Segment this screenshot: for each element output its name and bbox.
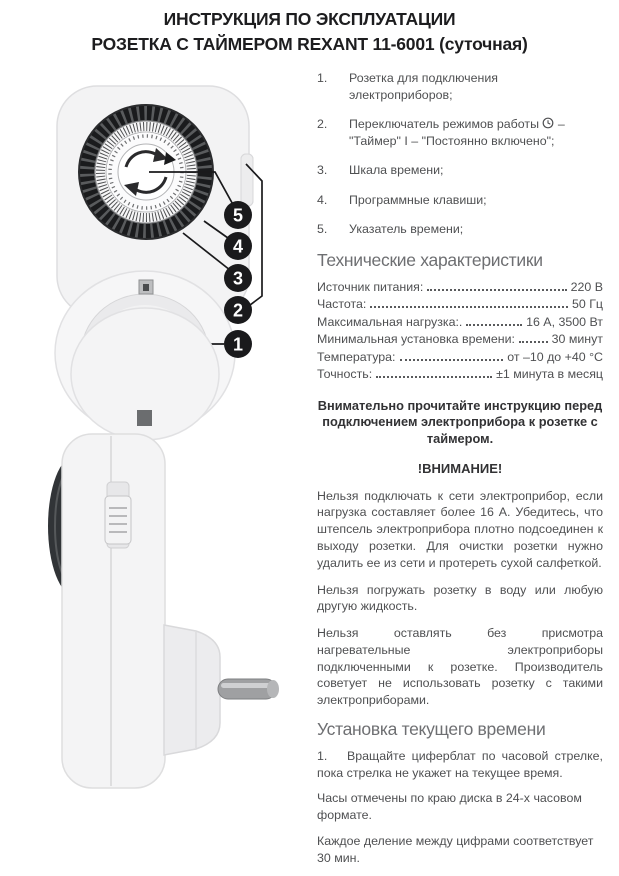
spec-label: Источник питания:: [317, 279, 424, 294]
time-setup-heading: Установка текущего времени: [317, 719, 546, 740]
spec-row-min-time: [317, 331, 603, 349]
item-number: 5.: [317, 221, 328, 236]
parts-list-item-5: [317, 221, 603, 238]
item-number: 2.: [317, 117, 328, 132]
dotted-leader: [519, 341, 548, 343]
content-column: [317, 66, 603, 876]
item-text: [349, 116, 603, 150]
spec-value: 30 минут: [551, 332, 603, 347]
spec-row-power: [317, 279, 603, 297]
setup-note-2: Каждое деление между цифрами соответствует 30 мин.: [317, 833, 594, 865]
spec-row-frequency: [317, 296, 603, 314]
item-text-after: – "Таймер" I – "Постоянно включено";: [349, 117, 565, 149]
warning-paragraph-1: Нельзя подключать к сети электроприбор, если нагрузка составляет более 16 А. Убедитесь, что штепсель электроприбора плотно подсоединен к выходу розетки. Для очистки розетки нужно удалить ее из сети и протереть сухой салфеткой.: [317, 488, 603, 570]
tech-specs-table: [317, 279, 603, 384]
spec-label: Минимальная установка времени:: [317, 332, 515, 347]
spec-value: 220 В: [570, 279, 603, 294]
item-text: Шкала времени;: [349, 163, 444, 178]
spec-value: ±1 минута в месяц: [496, 367, 603, 382]
parts-list-item-3: [317, 162, 603, 179]
spec-row-max-load: [317, 314, 603, 332]
step-number: 1.: [317, 748, 328, 763]
parts-list-item-2: [317, 116, 603, 150]
parts-list-item-1: [317, 70, 603, 104]
callout-5-label: 5: [232, 205, 244, 226]
warning-paragraph-3: Нельзя оставлять без присмотра нагревательные электроприборы подключенными к розетке. Производитель советует не использовать розетку с такими электроприборами.: [317, 626, 603, 708]
warning-paragraph-2: Нельзя погружать розетку в воду или любую другую жидкость.: [317, 582, 603, 614]
step-text: Вращайте циферблат по часовой стрелке, пока стрелка не укажет на текущее время.: [317, 748, 603, 780]
dotted-leader: [376, 376, 492, 378]
spec-row-accuracy: [317, 366, 603, 384]
item-number: 3.: [317, 163, 328, 178]
ground-clip-side: [137, 410, 152, 426]
spec-value: 16 А, 3500 Вт: [526, 314, 603, 329]
item-text: Розетка для подключения электроприборов;: [349, 71, 498, 103]
spec-label: Частота:: [317, 297, 367, 312]
dotted-leader: [427, 289, 566, 291]
callout-badges: [224, 201, 252, 358]
page-title-line2: РОЗЕТКА С ТАЙМЕРОМ REXANT 11-6001 (суточная): [91, 33, 528, 54]
clock-icon: [542, 117, 554, 129]
spec-label: Максимальная нагрузка:.: [317, 314, 463, 329]
spec-label: Температура:: [317, 349, 396, 364]
callout-2-label: 2: [232, 300, 244, 321]
item-text-before: Переключатель режимов работы: [349, 117, 539, 132]
tech-specs-heading: Технические характеристики: [317, 249, 543, 270]
mode-switch-knob: [105, 496, 131, 544]
setup-note-1: Часы отмечены по краю диска в 24-х часовом формате.: [317, 790, 582, 822]
parts-list-item-4: [317, 192, 603, 209]
spec-row-temperature: [317, 349, 603, 367]
item-text: Указатель времени;: [349, 221, 464, 236]
side-view-drawing: [15, 420, 295, 792]
dotted-leader: [400, 359, 504, 361]
item-text: Программные клавиши;: [349, 192, 487, 207]
attention-heading: !ВНИМАНИЕ!: [417, 460, 503, 476]
read-instructions-notice: Внимательно прочитайте инструкцию перед подключением электроприбора к розетке с таймером.: [317, 397, 603, 446]
dotted-leader: [466, 324, 522, 326]
callout-4-label: 4: [232, 236, 244, 257]
spec-label: Точность:: [317, 367, 373, 382]
setup-step-1: [317, 748, 603, 782]
spec-value: от –10 до +40 °С: [507, 349, 603, 364]
side-view-photo: [15, 420, 295, 792]
callout-1-label: 1: [232, 334, 244, 355]
callout-3-label: 3: [232, 268, 244, 289]
plug-body: [164, 625, 220, 755]
item-number: 4.: [317, 192, 328, 207]
page-title-line1: ИНСТРУКЦИЯ ПО ЭКСПЛУАТАЦИИ: [163, 9, 456, 29]
page-title: [0, 7, 619, 57]
dotted-leader: [370, 306, 568, 308]
parts-list: [317, 70, 603, 238]
spec-value: 50 Гц: [571, 297, 603, 312]
item-number: 1.: [317, 71, 328, 85]
